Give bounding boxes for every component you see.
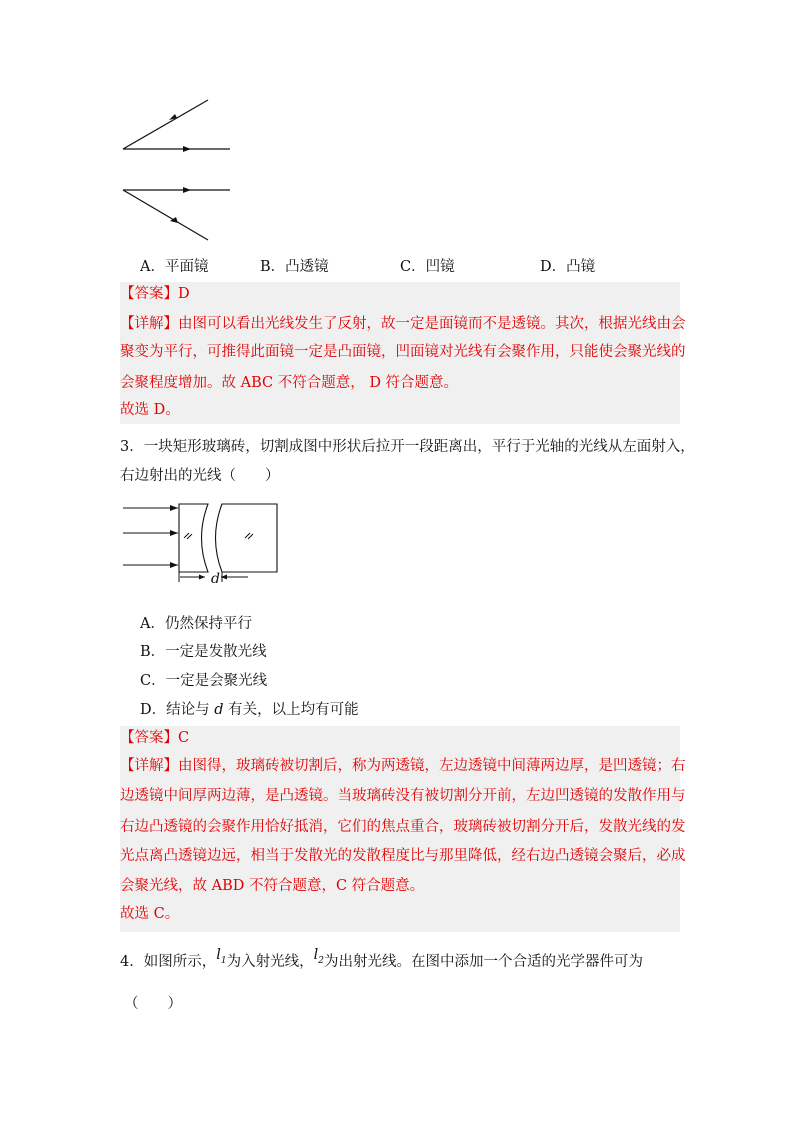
q2-explain-line-2: 聚变为平行，可推得此面镜一定是凸面镜，凹面镜对光线有会聚作用，只能使会聚光线的 xyxy=(120,344,686,360)
q3-conclusion: 故选 C。 xyxy=(120,906,180,922)
q3-option-d xyxy=(140,698,359,719)
q3-glass-figure xyxy=(120,500,285,590)
q3-stem-line-2: 右边射出的光线（ ） xyxy=(120,468,280,484)
q3-figure-label-d: d xyxy=(211,571,220,587)
q3-explain-line-2: 边透镜中间厚两边薄，是凸透镜。当玻璃砖没有被切割分开前，左边凹透镜的发散作用与 xyxy=(120,788,686,804)
q3-stem-line-1: 3．一块矩形玻璃砖，切割成图中形状后拉开一段距离出，平行于光轴的光线从左面射入， xyxy=(120,439,695,455)
q2-option-d: D．凸镜 xyxy=(540,259,596,275)
q2-explain-line-1: 【详解】由图可以看出光线发生了反射，故一定是面镜而不是透镜。其次，根据光线由会 xyxy=(120,316,686,332)
q3-explain-line-1: 【详解】由图得，玻璃砖被切割后，称为两透镜，左边透镜中间薄两边厚，是凹透镜；右 xyxy=(120,758,686,774)
q3-option-d-var: d xyxy=(214,702,224,718)
q2-ray-figure xyxy=(115,95,240,245)
q3-option-c: C．一定是会聚光线 xyxy=(140,673,268,689)
q3-option-a: A．仍然保持平行 xyxy=(140,616,252,632)
q3-explain-line-4: 光点离凸透镜边远，相当于发散光的发散程度比与那里降低，经右边凸透镜会聚后，必成 xyxy=(120,848,686,864)
q4-l1: $l_1$ xyxy=(216,947,227,966)
q2-option-a: A．平面镜 xyxy=(140,259,209,275)
q2-answer-label: 【答案】D xyxy=(120,286,190,302)
q4-stem xyxy=(120,947,643,978)
q2-conclusion: 故选 D。 xyxy=(120,402,180,418)
q2-explain-line-3: 会聚程度增加。故 ABC 不符合题意， D 符合题意。 xyxy=(120,375,459,391)
q4-number: 4．如图所示， xyxy=(120,954,217,970)
q3-option-b: B．一定是发散光线 xyxy=(140,644,267,660)
q4-mid: 为入射光线， xyxy=(226,954,314,970)
q4-end: 为出射光线。在图中添加一个合适的光学器件可为 xyxy=(323,954,643,970)
q3-answer-label: 【答案】C xyxy=(120,730,190,746)
q4-blank: （ ） xyxy=(124,996,182,1012)
q3-option-d-suffix: 有关，以上均有可能 xyxy=(223,702,359,718)
q4-l2: $l_2$ xyxy=(313,947,324,966)
q2-answer-box xyxy=(120,282,686,424)
q3-explain-line-5: 会聚光线，故 ABD 不符合题意，C 符合题意。 xyxy=(120,878,425,894)
q3-option-d-prefix: D．结论与 xyxy=(140,702,215,718)
q2-option-c: C．凹镜 xyxy=(400,259,455,275)
q3-answer-box xyxy=(120,726,686,932)
q3-explain-line-3: 右边凸透镜的会聚作用恰好抵消，它们的焦点重合，玻璃砖被切割分开后，发散光线的发 xyxy=(120,819,686,835)
q2-option-b: B．凸透镜 xyxy=(260,259,329,275)
